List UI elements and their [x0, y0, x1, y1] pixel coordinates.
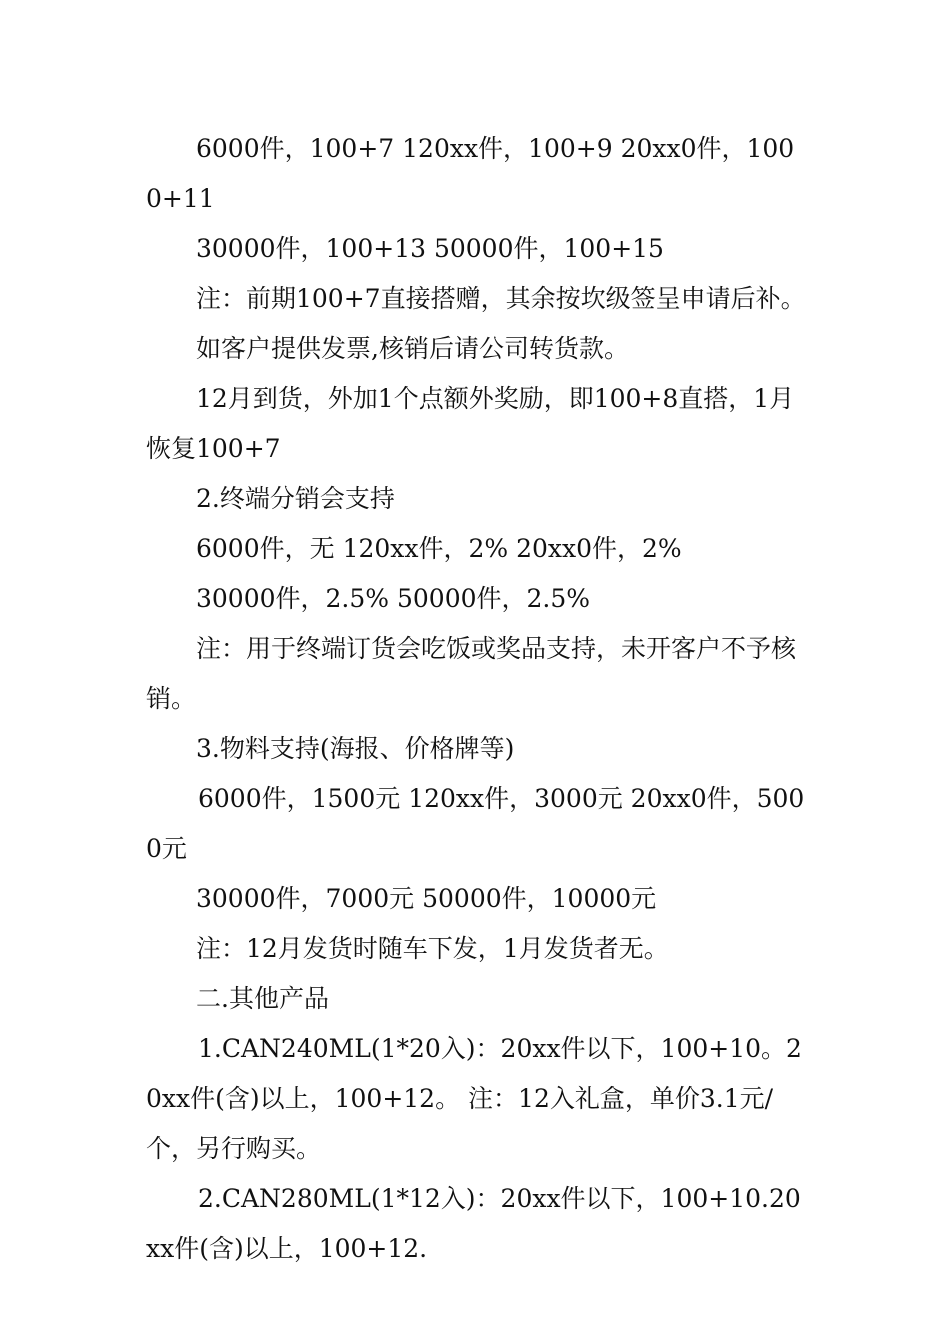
- paragraph-line-11: 6000件，1500元 120xx件，3000元 20xx0件，5000元: [146, 784, 805, 863]
- paragraph-line-1: 6000件，100+7 120xx件，100+9 20xx0件，1000+11: [146, 134, 795, 213]
- paragraph-line-8: 30000件，2.5% 50000件，2.5%: [196, 584, 591, 613]
- paragraph-line-4: 如客户提供发票,核销后请公司转货款。: [196, 334, 629, 363]
- paragraph-line-3: 注：前期100+7直接搭赠，其余按坎级签呈申请后补。: [196, 284, 806, 313]
- paragraph-line-16: 2.CAN280ML(1*12入)：20xx件以下，100+10.20xx件(含)以上，100+12.: [146, 1184, 801, 1263]
- paragraph-line-6: 2.终端分销会支持: [196, 484, 395, 513]
- paragraph-line-14: 二.其他产品: [196, 984, 329, 1013]
- paragraph-line-2: 30000件，100+13 50000件，100+15: [196, 234, 664, 263]
- paragraph-line-9: 注：用于终端订货会吃饭或奖品支持，未开客户不予核销。: [146, 634, 797, 713]
- paragraph-line-12: 30000件，7000元 50000件，10000元: [196, 884, 657, 913]
- paragraph-line-10: 3.物料支持(海报、价格牌等): [196, 734, 515, 763]
- document-body: [146, 124, 810, 1274]
- paragraph-line-5: 12月到货，外加1个点额外奖励，即100+8直搭，1月恢复100+7: [146, 384, 795, 463]
- paragraph-line-15: 1.CAN240ML(1*20入)：20xx件以下，100+10。20xx件(含)以上，100+12。 注：12入礼盒，单价3.1元/个，另行购买。: [146, 1034, 802, 1163]
- paragraph-line-7: 6000件，无 120xx件，2% 20xx0件，2%: [196, 534, 682, 563]
- paragraph-line-13: 注：12月发货时随车下发，1月发货者无。: [196, 934, 669, 963]
